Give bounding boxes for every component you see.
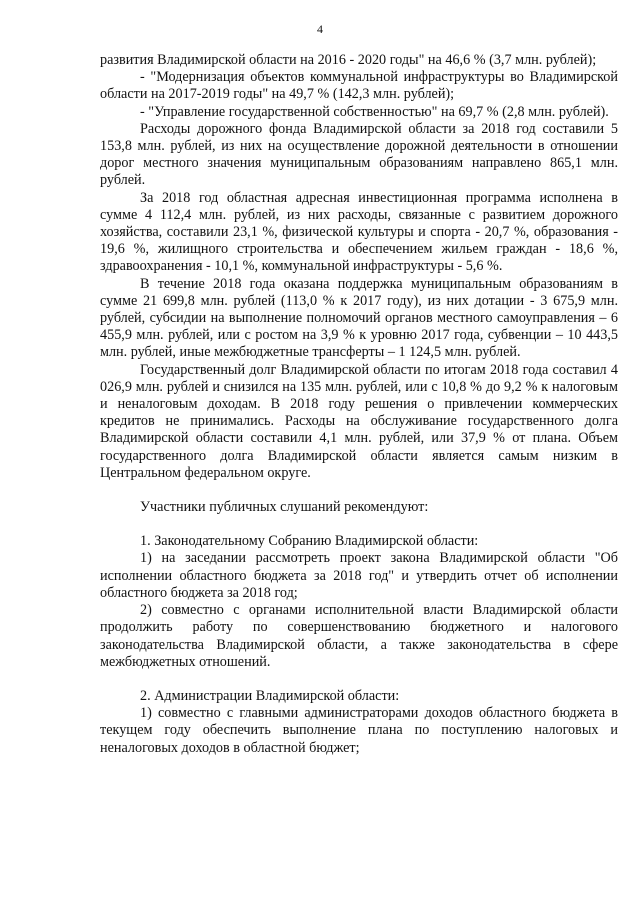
paragraph-recommendation-legislature-item-1: 1) на заседании рассмотреть проект закона Владимирской области "Об исполнении областного бюджета за 2018 год" и утвердить отчет об исполнении областного бюджета за 2018 год; (100, 550, 618, 601)
paragraph-investment-program: За 2018 год областная адресная инвестиционная программа исполнена в сумме 4 112,4 млн. рублей, из них расходы, связанные с развитием дорожного хозяйства, составили 23,1 %, физической культуры и спорта - 20,7 %, образования - 19,6 %, жилищного строительства и обеспечением жильем граждан - 18,6 %, здравоохранения - 10,1 %, коммунальной инфраструктуры - 5,6 %. (100, 189, 618, 275)
paragraph-program-state-property: - "Управление государственной собственностью" на 69,7 % (2,8 млн. рублей). (140, 103, 609, 120)
paragraph-municipal-support: В течение 2018 года оказана поддержка муниципальным образованиям в сумме 21 699,8 млн. рублей (113,0 % к 2017 году), из них дотации - 3 675,9 млн. рублей, субсидии на выполнение полномочий органов местного самоуправления – 6 455,9 млн. рублей, или с ростом на 3,9 % к уровню 2017 года, субвенции – 10 443,5 млн. рублей, иные межбюджетные трансферты – 1 124,5 млн. рублей. (100, 275, 618, 361)
paragraph-recommendation-administration: 2. Администрации Владимирской области: (140, 687, 400, 704)
paragraph-recommendation-administration-item-1: 1) совместно с главными администраторами доходов областного бюджета в текущем году обеспечить выполнение плана по поступлению налоговых и неналоговых доходов в областной бюджет; (100, 705, 618, 756)
document-body (100, 52, 618, 757)
paragraph-program-housing-utilities: - "Модернизация объектов коммунальной инфраструктуры во Владимирской области на 2017-2019 годы" на 49,7 % (142,3 млн. рублей); (100, 69, 618, 103)
paragraph-recommendation-legislature: 1. Законодательному Собранию Владимирской области: (140, 533, 479, 550)
paragraph-recommendations-intro: Участники публичных слушаний рекомендуют: (140, 499, 429, 516)
paragraph-program-continuation: развития Владимирской области на 2016 - 2020 годы" на 46,6 % (3,7 млн. рублей); (100, 52, 597, 68)
page-number: 4 (317, 22, 323, 36)
paragraph-road-fund: Расходы дорожного фонда Владимирской области за 2018 год составили 5 153,8 млн. рублей, из них на осуществление дорожной деятельности в отношении дорог местного значения муниципальным образованиям направлено 865,1 млн. рублей. (100, 120, 618, 189)
paragraph-state-debt: Государственный долг Владимирской области по итогам 2018 года составил 4 026,9 млн. рублей и снизился на 135 млн. рублей, или с 10,8 % до 9,2 % к налоговым и неналоговым доходам. В 2018 году решения о привлечении коммерческих кредитов не принимались. Расходы на обслуживание государственного долга Владимирской области составили 4,1 млн. рублей, или 37,9 % от плана. Объем государственного долга Владимирской области является самым низким в Центральном федеральном округе. (100, 361, 618, 481)
paragraph-recommendation-legislature-item-2: 2) совместно с органами исполнительной власти Владимирской области продолжить работу по совершенствованию бюджетного и налогового законодательства Владимирской области, а также законодательства в сфере межбюджетных отношений. (100, 602, 618, 670)
